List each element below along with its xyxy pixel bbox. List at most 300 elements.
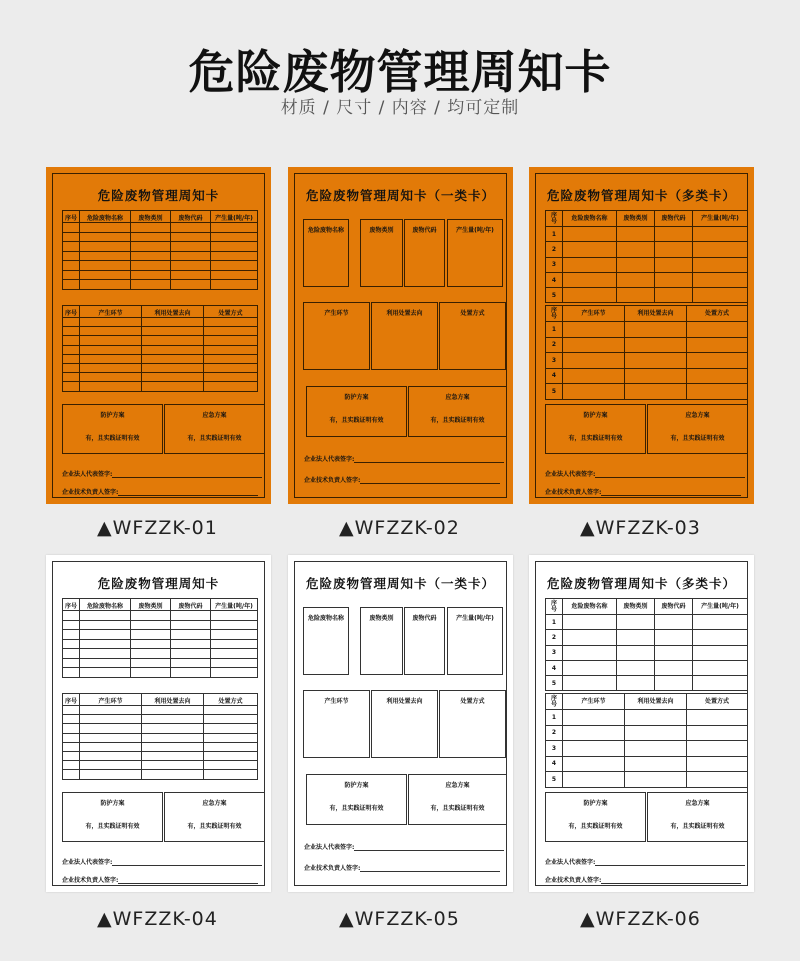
data-table	[545, 598, 748, 691]
plan-box-heading: 处置方式	[460, 698, 485, 705]
table-row	[63, 611, 258, 621]
table-header-cell: 利用处置去向	[625, 694, 687, 710]
table-cell	[687, 337, 748, 353]
table-cell	[617, 227, 655, 242]
table-row	[63, 761, 258, 770]
table-cell	[142, 318, 204, 327]
data-table	[62, 598, 258, 678]
table-cell	[131, 639, 171, 649]
plan-box-heading: 利用处置去向	[386, 310, 423, 317]
signature-label: 企业技术负责人签字:	[304, 477, 361, 484]
table-header-cell: 产生环节	[80, 694, 142, 706]
table-cell	[211, 649, 258, 659]
table-cell	[63, 373, 80, 382]
table-cell	[63, 742, 80, 751]
table-row	[546, 227, 748, 242]
table-cell	[563, 384, 625, 400]
table-cell: 5	[546, 384, 563, 400]
signature-underline	[360, 871, 500, 872]
table-header-cell: 序号	[63, 599, 80, 611]
table-row	[63, 270, 258, 280]
plan-box-text: 有，且实践证明有效	[670, 435, 725, 442]
table-cell	[211, 630, 258, 640]
table-cell	[625, 756, 687, 772]
signature-underline	[595, 477, 745, 478]
table-cell	[617, 615, 655, 630]
table-row	[546, 676, 748, 691]
table-cell	[63, 363, 80, 372]
table-cell	[142, 345, 204, 354]
table-header-cell: 产生环节	[563, 694, 625, 710]
table-header-cell: 危险废物名称	[563, 599, 617, 615]
table-cell	[687, 710, 748, 726]
table-row	[546, 322, 748, 338]
table-cell	[80, 649, 131, 659]
notice-card	[52, 173, 265, 498]
table-cell: 3	[546, 353, 563, 369]
table-cell	[625, 337, 687, 353]
table-cell	[693, 645, 748, 660]
table-row	[63, 715, 258, 724]
table-cell	[63, 733, 80, 742]
table-cell	[63, 770, 80, 779]
signature-line	[545, 469, 745, 478]
table-cell: 1	[546, 227, 563, 242]
table-cell	[63, 751, 80, 760]
table-header-cell: 危险废物名称	[80, 211, 131, 223]
table-row	[546, 772, 748, 788]
table-header-cell: 处置方式	[687, 306, 748, 322]
plan-box	[360, 219, 403, 287]
plan-box	[306, 386, 407, 437]
table-cell	[563, 322, 625, 338]
signature-line	[304, 863, 500, 872]
table-cell	[693, 660, 748, 675]
product-card-white-one[interactable]	[288, 555, 513, 892]
table-cell	[63, 261, 80, 271]
table-cell: 1	[546, 322, 563, 338]
table-row	[63, 251, 258, 261]
product-code-caption: ▲WFZZK-03	[580, 517, 701, 539]
table-row	[546, 242, 748, 257]
table-row	[63, 770, 258, 779]
table-cell	[63, 724, 80, 733]
table-row	[546, 660, 748, 675]
plan-box-text: 有，且实践证明有效	[568, 823, 623, 830]
plan-box	[545, 404, 646, 454]
table-cell	[63, 242, 80, 252]
table-cell	[80, 354, 142, 363]
plan-box-heading: 防护方案	[100, 800, 125, 807]
table-cell	[171, 261, 211, 271]
table-cell	[171, 232, 211, 242]
table-header-cell: 产生环节	[80, 306, 142, 318]
table-row	[546, 630, 748, 645]
card-title: 危险废物管理周知卡	[97, 188, 220, 203]
table-cell: 5	[546, 676, 563, 691]
plan-box	[647, 792, 748, 842]
table-cell	[63, 761, 80, 770]
signature-underline	[354, 850, 504, 851]
table-cell	[693, 615, 748, 630]
plan-box-heading: 应急方案	[685, 800, 710, 807]
product-code-caption: ▲WFZZK-06	[580, 908, 701, 930]
notice-card	[52, 561, 265, 886]
table-cell	[171, 251, 211, 261]
plan-box-text: 有，且实践证明有效	[568, 435, 623, 442]
table-cell	[63, 382, 80, 391]
table-cell	[617, 630, 655, 645]
table-cell	[211, 639, 258, 649]
table-cell	[655, 227, 693, 242]
plan-box-text: 有，且实践证明有效	[670, 823, 725, 830]
table-cell	[63, 223, 80, 233]
table-cell	[625, 384, 687, 400]
plan-box-heading: 危险废物名称	[307, 615, 344, 622]
signature-line	[304, 475, 500, 484]
plan-box-heading: 应急方案	[202, 800, 227, 807]
table-cell	[211, 223, 258, 233]
product-card-orange-general[interactable]	[46, 167, 271, 504]
plan-box	[306, 774, 407, 825]
signature-line	[545, 857, 745, 866]
table-cell	[63, 327, 80, 336]
table-cell	[171, 242, 211, 252]
table-cell	[625, 368, 687, 384]
table-cell	[80, 751, 142, 760]
table-cell	[63, 318, 80, 327]
plan-box	[371, 302, 438, 370]
table-cell	[617, 645, 655, 660]
table-cell	[131, 668, 171, 678]
table-cell	[80, 261, 131, 271]
table-cell	[142, 715, 204, 724]
table-header-cell: 废物类别	[131, 599, 171, 611]
table-cell	[655, 645, 693, 660]
table-cell	[142, 761, 204, 770]
plan-box-heading: 防护方案	[583, 800, 608, 807]
table-cell	[204, 327, 258, 336]
table-cell	[80, 630, 131, 640]
table-cell	[563, 288, 617, 303]
table-cell	[655, 615, 693, 630]
signature-underline	[601, 883, 741, 884]
table-cell	[80, 658, 131, 668]
table-cell	[204, 733, 258, 742]
table-cell: 2	[546, 337, 563, 353]
table-row	[63, 658, 258, 668]
table-header-cell: 处置方式	[687, 694, 748, 710]
signature-underline	[360, 483, 500, 484]
table-header-cell: 产生量(吨/年)	[693, 211, 748, 227]
table-cell	[80, 336, 142, 345]
plan-box	[408, 386, 507, 437]
table-row	[546, 645, 748, 660]
plan-box	[439, 690, 506, 758]
table-cell	[63, 658, 80, 668]
signature-underline	[118, 495, 258, 496]
table-cell	[693, 257, 748, 272]
table-cell	[693, 288, 748, 303]
table-cell	[131, 649, 171, 659]
table-cell	[655, 660, 693, 675]
table-cell	[80, 345, 142, 354]
table-row	[63, 373, 258, 382]
card-title: 危险废物管理周知卡（一类卡）	[305, 188, 495, 203]
plan-box-heading: 防护方案	[100, 412, 125, 419]
table-cell	[142, 382, 204, 391]
signature-label: 企业法人代表签字:	[62, 471, 113, 478]
table-cell	[63, 630, 80, 640]
table-cell	[204, 742, 258, 751]
table-header-cell: 处置方式	[204, 694, 258, 706]
plan-box-heading: 应急方案	[202, 412, 227, 419]
table-cell	[655, 242, 693, 257]
table-cell	[80, 706, 142, 715]
table-cell	[211, 620, 258, 630]
product-card-white-multi[interactable]	[529, 555, 754, 892]
table-cell: 4	[546, 660, 563, 675]
plan-box-text: 有，且实践证明有效	[85, 823, 140, 830]
table-cell	[563, 242, 617, 257]
table-cell	[80, 724, 142, 733]
data-table	[545, 693, 748, 788]
table-cell	[63, 251, 80, 261]
table-cell: 4	[546, 272, 563, 287]
table-row	[546, 756, 748, 772]
table-cell	[142, 706, 204, 715]
table-row	[63, 751, 258, 760]
table-cell	[80, 280, 131, 290]
plan-box-heading: 产生环节	[324, 698, 349, 705]
table-cell	[563, 368, 625, 384]
notice-card	[294, 561, 507, 886]
table-cell	[687, 353, 748, 369]
table-cell	[687, 384, 748, 400]
card-title: 危险废物管理周知卡（多类卡）	[546, 188, 736, 203]
table-cell: 1	[546, 710, 563, 726]
plan-box-heading: 防护方案	[583, 412, 608, 419]
table-header-cell: 危险废物名称	[563, 211, 617, 227]
table-cell	[171, 649, 211, 659]
table-row	[546, 384, 748, 400]
table-cell	[563, 257, 617, 272]
product-card-orange-multi[interactable]	[529, 167, 754, 504]
table-cell	[211, 251, 258, 261]
plan-box	[404, 219, 445, 287]
plan-box	[62, 404, 163, 454]
table-cell	[211, 611, 258, 621]
table-cell	[80, 270, 131, 280]
plan-box	[371, 690, 438, 758]
plan-box-text: 有，且实践证明有效	[187, 823, 242, 830]
signature-label: 企业技术负责人签字:	[545, 489, 602, 496]
table-cell	[63, 336, 80, 345]
table-cell	[563, 676, 617, 691]
table-cell	[687, 741, 748, 757]
plan-box	[647, 404, 748, 454]
data-table	[62, 210, 258, 290]
plan-box-heading: 处置方式	[460, 310, 485, 317]
table-cell	[131, 261, 171, 271]
table-header-cell: 序 号	[546, 306, 563, 322]
signature-label: 企业法人代表签字:	[304, 844, 355, 851]
table-cell: 4	[546, 368, 563, 384]
plan-box-heading: 应急方案	[445, 782, 470, 789]
table-cell	[655, 630, 693, 645]
table-row	[63, 668, 258, 678]
table-cell: 2	[546, 630, 563, 645]
signature-underline	[112, 865, 262, 866]
plan-box-heading: 废物类别	[369, 615, 394, 622]
signature-line	[62, 469, 262, 478]
table-cell	[617, 272, 655, 287]
table-cell	[80, 363, 142, 372]
table-cell	[625, 772, 687, 788]
plan-box	[404, 607, 445, 675]
card-title: 危险废物管理周知卡（一类卡）	[305, 576, 495, 591]
data-table	[62, 305, 258, 392]
table-cell	[211, 261, 258, 271]
data-table	[545, 210, 748, 303]
signature-label: 企业技术负责人签字:	[62, 489, 119, 496]
table-cell	[687, 725, 748, 741]
product-code-caption: ▲WFZZK-01	[97, 517, 218, 539]
plan-box-text: 有，且实践证明有效	[187, 435, 242, 442]
table-cell	[80, 318, 142, 327]
plan-box-heading: 产生环节	[324, 310, 349, 317]
table-cell	[63, 354, 80, 363]
table-cell	[171, 223, 211, 233]
table-cell	[171, 668, 211, 678]
plan-box-text: 有，且实践证明有效	[430, 805, 485, 812]
card-title: 危险废物管理周知卡	[97, 576, 220, 591]
table-header-cell: 处置方式	[204, 306, 258, 318]
table-cell	[211, 242, 258, 252]
table-cell: 3	[546, 645, 563, 660]
signature-underline	[601, 495, 741, 496]
table-cell	[171, 611, 211, 621]
product-code-caption: ▲WFZZK-04	[97, 908, 218, 930]
table-header-cell: 序号	[63, 306, 80, 318]
table-cell	[131, 270, 171, 280]
table-header-cell: 废物类别	[617, 211, 655, 227]
plan-box-heading: 防护方案	[344, 782, 369, 789]
table-row	[63, 620, 258, 630]
table-cell	[131, 630, 171, 640]
table-cell	[204, 751, 258, 760]
table-cell	[80, 742, 142, 751]
table-header-cell: 序 号	[546, 694, 563, 710]
table-cell	[563, 710, 625, 726]
product-code-caption: ▲WFZZK-02	[339, 517, 460, 539]
signature-line	[545, 875, 741, 884]
table-cell	[563, 615, 617, 630]
product-card-orange-one[interactable]	[288, 167, 513, 504]
table-cell	[563, 337, 625, 353]
table-cell	[204, 345, 258, 354]
table-cell	[204, 318, 258, 327]
table-row	[63, 706, 258, 715]
table-cell	[142, 770, 204, 779]
plan-box-text: 有，且实践证明有效	[430, 417, 485, 424]
signature-underline	[595, 865, 745, 866]
signature-label: 企业法人代表签字:	[545, 859, 596, 866]
table-cell	[211, 658, 258, 668]
table-cell	[131, 223, 171, 233]
table-cell	[63, 620, 80, 630]
table-header-cell: 序 号	[546, 599, 563, 615]
table-cell	[204, 770, 258, 779]
table-cell	[80, 668, 131, 678]
table-cell	[204, 363, 258, 372]
table-cell: 5	[546, 772, 563, 788]
table-cell	[63, 668, 80, 678]
plan-box	[360, 607, 403, 675]
table-cell	[80, 382, 142, 391]
product-code-caption: ▲WFZZK-05	[339, 908, 460, 930]
plan-box	[545, 792, 646, 842]
plan-box	[62, 792, 163, 842]
table-cell	[171, 658, 211, 668]
table-cell	[204, 336, 258, 345]
table-cell	[693, 676, 748, 691]
table-header-cell: 序号	[63, 211, 80, 223]
table-header-cell: 废物代码	[171, 211, 211, 223]
product-card-white-general[interactable]	[46, 555, 271, 892]
table-cell	[131, 620, 171, 630]
table-cell	[693, 272, 748, 287]
table-row	[546, 288, 748, 303]
table-row	[546, 741, 748, 757]
signature-line	[304, 842, 504, 851]
table-header-cell: 利用处置去向	[142, 694, 204, 706]
table-cell	[63, 639, 80, 649]
table-row	[63, 724, 258, 733]
table-row	[63, 223, 258, 233]
table-header-cell: 产生量(吨/年)	[211, 211, 258, 223]
table-cell	[687, 772, 748, 788]
table-row	[63, 242, 258, 252]
table-cell	[142, 354, 204, 363]
table-header-cell: 序号	[63, 694, 80, 706]
table-cell	[63, 280, 80, 290]
table-cell	[617, 676, 655, 691]
table-header-cell: 产生环节	[563, 306, 625, 322]
table-row	[546, 710, 748, 726]
table-cell	[171, 639, 211, 649]
table-cell	[204, 761, 258, 770]
table-cell	[142, 336, 204, 345]
table-cell	[80, 251, 131, 261]
table-cell	[80, 223, 131, 233]
table-cell	[211, 668, 258, 678]
table-cell	[142, 733, 204, 742]
table-cell	[131, 658, 171, 668]
notice-card	[535, 173, 748, 498]
plan-box	[447, 219, 503, 287]
table-row	[546, 272, 748, 287]
signature-line	[545, 487, 741, 496]
table-header-cell: 废物代码	[655, 211, 693, 227]
table-row	[63, 345, 258, 354]
table-cell	[204, 354, 258, 363]
table-cell	[693, 630, 748, 645]
table-header-cell: 产生量(吨/年)	[211, 599, 258, 611]
table-cell	[211, 280, 258, 290]
table-cell	[63, 706, 80, 715]
table-row	[63, 318, 258, 327]
